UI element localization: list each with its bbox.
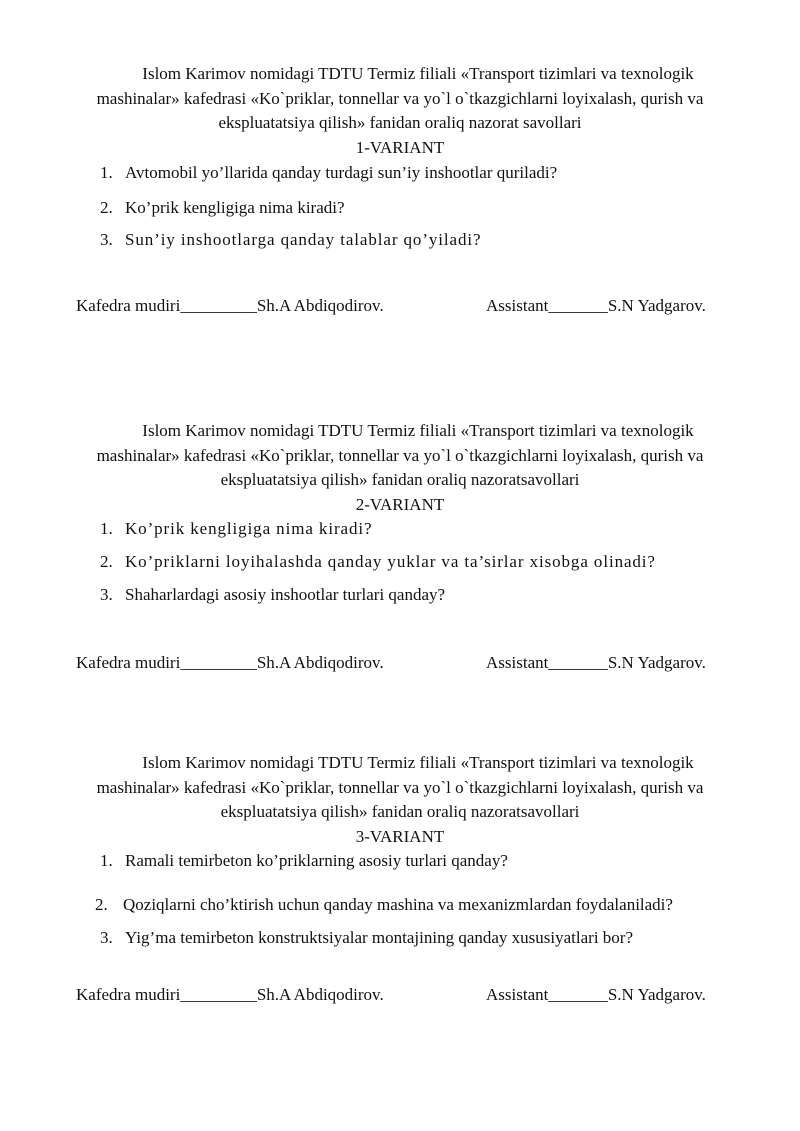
question-text: Ramali temirbeton ko’priklarning asosiy turlari qanday? bbox=[125, 851, 508, 870]
variant-block-2 bbox=[0, 419, 800, 517]
variant-title: 2-VARIANT bbox=[355, 494, 445, 514]
heading-text: Islom Karimov nomidagi TDTU Termiz filiali «Transport tizimlari va texnologik mashinalar» kafedrasi «Ko`priklar, tonnellar va yo`l o`tkazgichlarni loyixalash, qurish va ekspluatatsiya qilish» fanidan oraliq nazoratsavollari bbox=[96, 421, 704, 489]
question-text: Qoziqlarni cho’ktirish uchun qanday mashina va mexanizmlardan foydalaniladi? bbox=[123, 895, 673, 914]
question-number: 3. bbox=[100, 230, 113, 249]
signature-assistant: Assistant_______S.N Yadgarov. bbox=[486, 296, 706, 315]
heading-text: Islom Karimov nomidagi TDTU Termiz filiali «Transport tizimlari va texnologik mashinalar» kafedrasi «Ko`priklar, tonnellar va yo`l o`tkazgichlarni loyixalash, qurish va ekspluatatsiya qilish» fanidan oraliq nazorat savollari bbox=[96, 64, 704, 132]
question-item bbox=[100, 519, 372, 539]
question-number: 3. bbox=[100, 585, 113, 604]
block-heading bbox=[72, 419, 728, 493]
signature-head-of-department: Kafedra mudiri_________Sh.A Abdiqodirov. bbox=[76, 985, 384, 1004]
question-text: Ko’prik kengligiga nima kiradi? bbox=[125, 519, 373, 538]
question-item bbox=[100, 851, 508, 871]
question-number: 3. bbox=[100, 928, 113, 947]
signature-assistant: Assistant_______S.N Yadgarov. bbox=[486, 653, 706, 672]
question-item bbox=[100, 230, 481, 250]
signature-head-of-department: Kafedra mudiri_________Sh.A Abdiqodirov. bbox=[76, 296, 384, 315]
question-number: 1. bbox=[100, 163, 113, 182]
question-text: Ko’prik kengligiga nima kiradi? bbox=[125, 198, 345, 217]
question-number: 2. bbox=[95, 895, 108, 914]
question-number: 2. bbox=[100, 552, 113, 571]
variant-title: 1-VARIANT bbox=[355, 137, 445, 157]
variant-block-3 bbox=[0, 751, 800, 849]
heading-text: Islom Karimov nomidagi TDTU Termiz filiali «Transport tizimlari va texnologik mashinalar» kafedrasi «Ko`priklar, tonnellar va yo`l o`tkazgichlarni loyixalash, qurish va ekspluatatsiya qilish» fanidan oraliq nazoratsavollari bbox=[96, 753, 704, 821]
question-text: Yig’ma temirbeton konstruktsiyalar montajining qanday xususiyatlari bor? bbox=[125, 928, 634, 947]
question-text: Ko’priklarni loyihalashda qanday yuklar va ta’sirlar xisobga olinadi? bbox=[125, 552, 656, 571]
question-item bbox=[100, 163, 557, 183]
question-item bbox=[100, 552, 656, 572]
block-heading bbox=[72, 751, 728, 825]
signature-assistant: Assistant_______S.N Yadgarov. bbox=[486, 985, 706, 1004]
signature-head-of-department: Kafedra mudiri_________Sh.A Abdiqodirov. bbox=[76, 653, 384, 672]
question-text: Shaharlardagi asosiy inshootlar turlari qanday? bbox=[125, 585, 446, 604]
variant-block-1 bbox=[0, 62, 800, 160]
block-heading bbox=[72, 62, 728, 136]
question-text: Avtomobil yo’llarida qanday turdagi sun’iy inshootlar quriladi? bbox=[125, 163, 558, 182]
question-number: 2. bbox=[100, 198, 113, 217]
question-number: 1. bbox=[100, 851, 113, 870]
question-item bbox=[100, 928, 633, 948]
question-item bbox=[100, 198, 345, 218]
question-item bbox=[100, 585, 445, 605]
question-number: 1. bbox=[100, 519, 113, 538]
question-text: Sun’iy inshootlarga qanday talablar qo’yiladi? bbox=[125, 230, 482, 249]
question-item bbox=[95, 895, 673, 915]
variant-title: 3-VARIANT bbox=[355, 826, 445, 846]
